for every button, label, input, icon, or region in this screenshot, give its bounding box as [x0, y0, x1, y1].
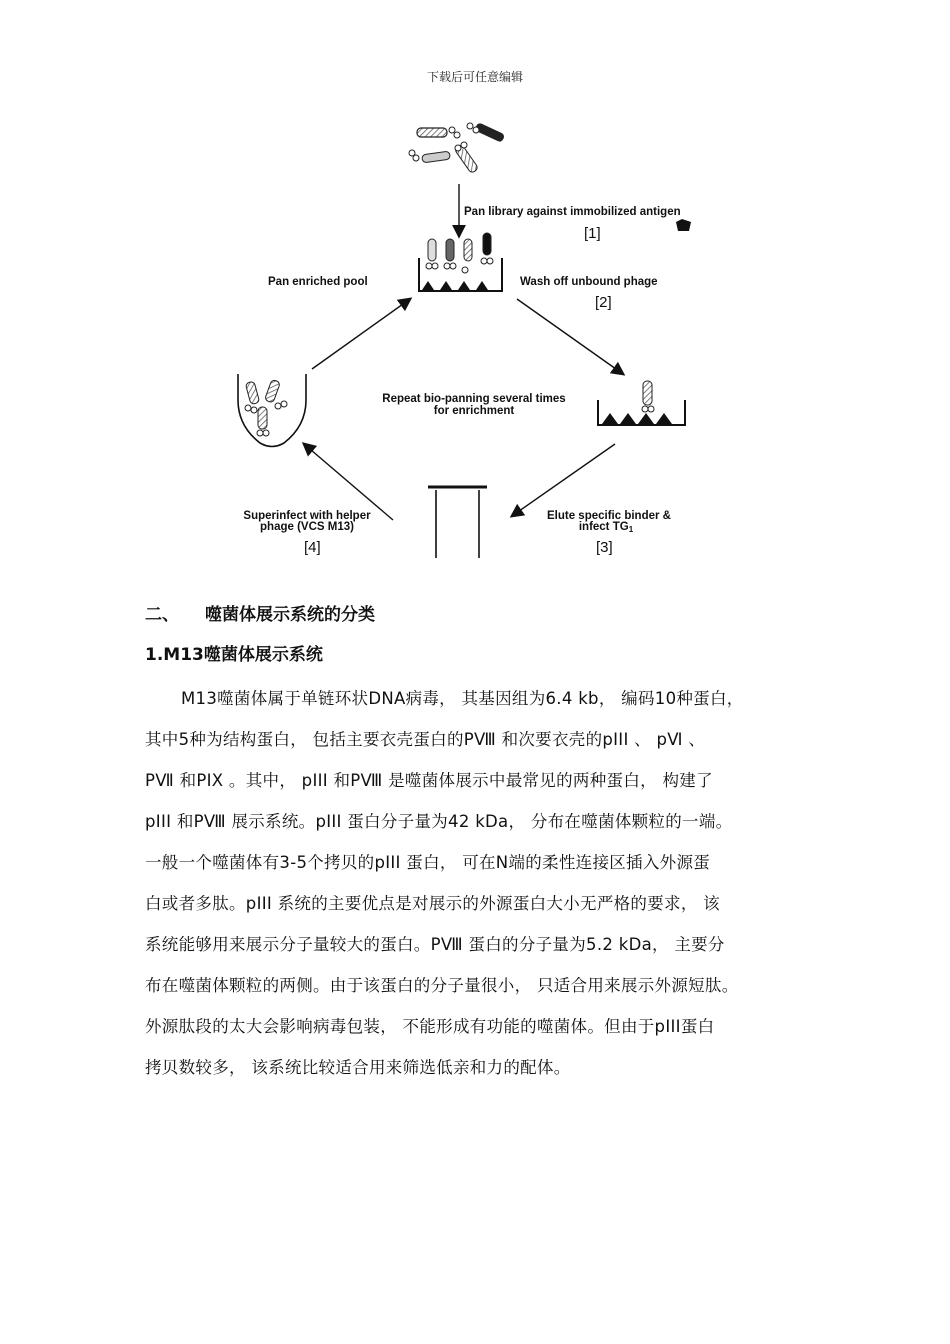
- well-bound-phage-icon: [598, 381, 685, 425]
- step1-label: Pan library against immobilized antigen: [464, 206, 681, 218]
- phage-library-icon: [409, 122, 505, 174]
- paragraph-line: 白或者多肽。pIII 系统的主要优点是对展示的外源蛋白大小无严格的要求， 该: [145, 894, 720, 913]
- paragraph-line: 其中5种为结构蛋白， 包括主要衣壳蛋白的PⅧ 和次要衣壳的pIII 、 pⅥ 、: [145, 730, 706, 749]
- arrow-step3: [512, 444, 615, 516]
- step2-label: Wash off unbound phage: [520, 276, 658, 288]
- subsection-heading: 1.M13噬菌体展示系统: [145, 645, 323, 665]
- superinfect-label-line2: phage (VCS M13): [260, 521, 354, 533]
- repeat-label-line1: Repeat bio-panning several times: [382, 393, 566, 405]
- body-paragraph: [145, 678, 825, 1088]
- paragraph-line: 一般一个噬菌体有3-5个拷贝的pIII 蛋白， 可在N端的柔性连接区插入外源蛋: [145, 853, 711, 872]
- section-heading: [145, 600, 375, 625]
- paragraph-line: 布在噬菌体颗粒的两侧。由于该蛋白的分子量很小， 只适合用来展示外源短肽。: [145, 976, 739, 995]
- paragraph-line: 外源肽段的太大会影响病毒包装， 不能形成有功能的噬菌体。但由于pIII蛋白: [145, 1017, 715, 1036]
- well-panning-icon: [419, 233, 502, 291]
- biopanning-diagram: [200, 118, 720, 568]
- step1-number: [1]: [584, 225, 601, 242]
- pan-enriched-label: Pan enriched pool: [268, 276, 368, 288]
- section-number: 二、: [145, 605, 179, 625]
- section-title: 噬菌体展示系统的分类: [205, 605, 375, 625]
- paragraph-line: 拷贝数较多， 该系统比较适合用来筛选低亲和力的配体。: [145, 1058, 571, 1077]
- bacteria-culture-icon: [238, 374, 306, 447]
- paragraph-line: 系统能够用来展示分子量较大的蛋白。PⅧ 蛋白的分子量为5.2 kDa， 主要分: [145, 935, 725, 954]
- superinfect-label-line1: Superinfect with helper: [243, 510, 371, 522]
- paragraph-line: PⅦ 和PIX 。其中， pIII 和PⅧ 是噬菌体展示中最常见的两种蛋白， 构建了: [145, 771, 713, 790]
- step4-number: [4]: [304, 539, 321, 556]
- elute-label-line2: infect TG1: [578, 521, 634, 534]
- arrow-step4: [304, 444, 393, 520]
- page-header: 下载后可任意编辑: [426, 70, 523, 84]
- step3-number: [3]: [596, 539, 613, 556]
- step2-number: [2]: [595, 294, 612, 311]
- repeat-label-line2: for enrichment: [433, 405, 515, 417]
- tube-icon: [428, 487, 487, 558]
- antigen-icon: [676, 219, 691, 231]
- paragraph-line: M13噬菌体属于单链环状DNA病毒， 其基因组为6.4 kb， 编码10种蛋白，: [181, 689, 744, 708]
- arrow-repeat: [312, 299, 410, 369]
- elute-label-line1: Elute specific binder &: [547, 510, 671, 522]
- paragraph-line: pIII 和PⅧ 展示系统。pIII 蛋白分子量为42 kDa， 分布在噬菌体颗粒的一端。: [145, 812, 733, 831]
